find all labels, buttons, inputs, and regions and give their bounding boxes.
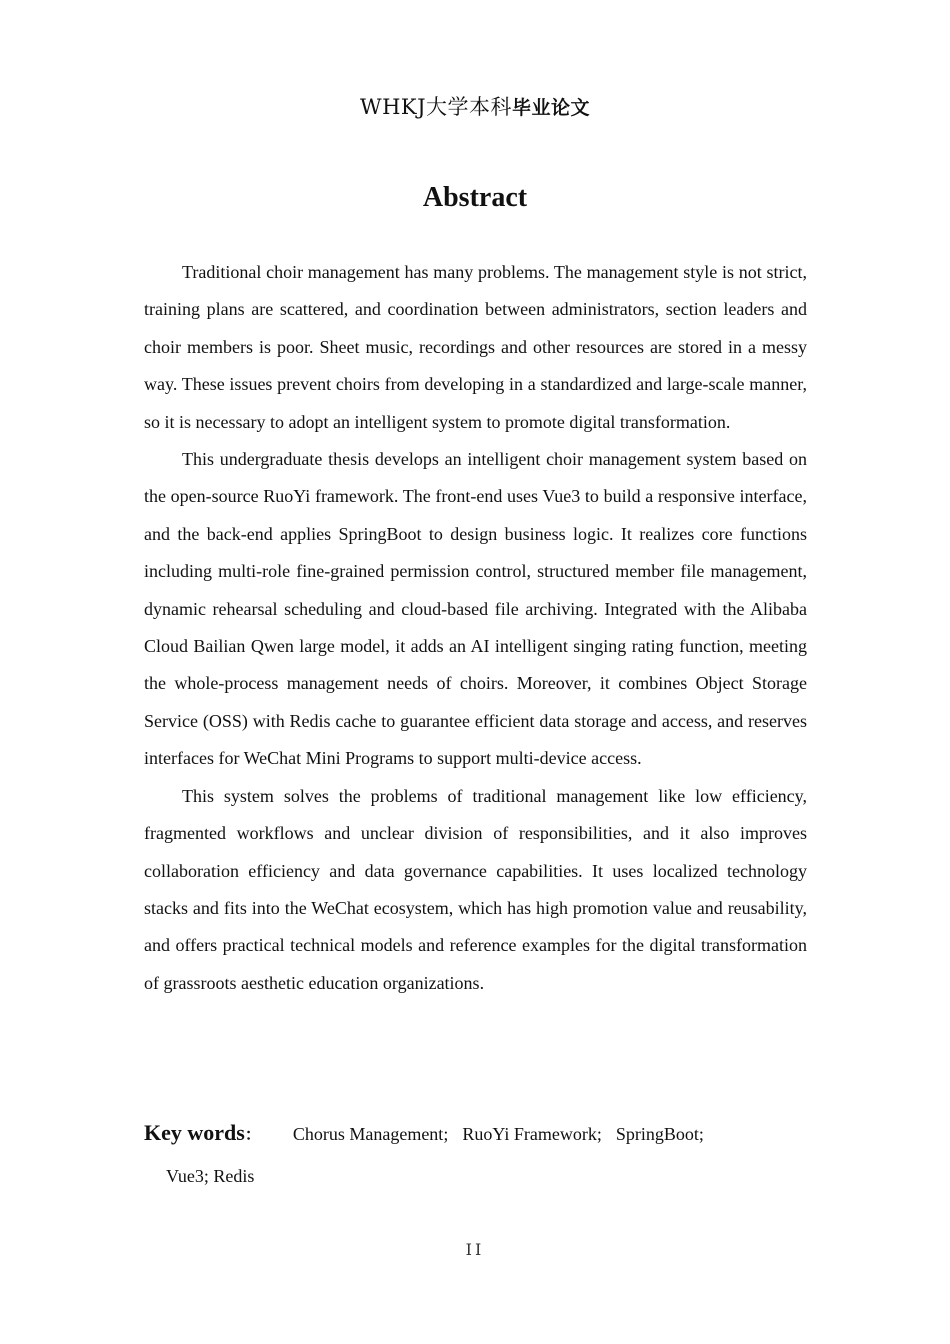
keywords-label: Key words	[144, 1120, 245, 1145]
keyword-item: RuoYi Framework;	[462, 1124, 602, 1144]
abstract-title: Abstract	[422, 182, 528, 213]
page-number: II	[465, 1240, 485, 1259]
page-header	[0, 92, 950, 123]
keyword-item: SpringBoot;	[615, 1124, 704, 1144]
abstract-paragraph-2: This undergraduate thesis develops an intelligent choir management system based on the open-source RuoYi framework. The front-end uses Vue3 to build a responsive interface, and the back-end applies SpringBoot to design business logic. It realizes core functions including multi-role fine-grained permission control, structured member file management, dynamic rehearsal scheduling and cloud-based file archiving. Integrated with the Alibaba Cloud Bailian Qwen large model, it adds an AI intelligent singing rating function, meeting the whole-process management needs of choirs. Moreover, it combines Object Storage Service (OSS) with Redis cache to guarantee efficient data storage and access, and reserves interfaces for WeChat Mini Programs to support multi-device access.	[144, 449, 807, 769]
header-school: WHKJ大学本科	[359, 95, 512, 119]
keyword-item: Chorus Management;	[292, 1124, 449, 1144]
keywords-colon: ：	[244, 1125, 261, 1144]
abstract-body	[144, 254, 807, 1002]
keywords-line	[144, 1118, 807, 1150]
keywords-continuation: Vue3; Redis	[166, 1166, 255, 1186]
abstract-paragraph-1: Traditional choir management has many problems. The management style is not strict, training plans are scattered, and coordination between administrators, section leaders and choir members is poor. Sheet music, recordings and other resources are stored in a messy way. These issues prevent choirs from developing in a standardized and large-scale manner, so it is necessary to adopt an intelligent system to promote digital transformation.	[144, 262, 807, 432]
abstract-paragraph-3: This system solves the problems of traditional management like low efficiency, fragmented workflows and unclear division of responsibilities, and it also improves collaboration efficiency and data governance capabilities. It uses localized technology stacks and fits into the WeChat ecosystem, which has high promotion value and reusability, and offers practical technical models and reference examples for the digital transformation of grassroots aesthetic education organizations.	[144, 785, 807, 993]
header-suffix: 毕业论文	[512, 97, 591, 119]
